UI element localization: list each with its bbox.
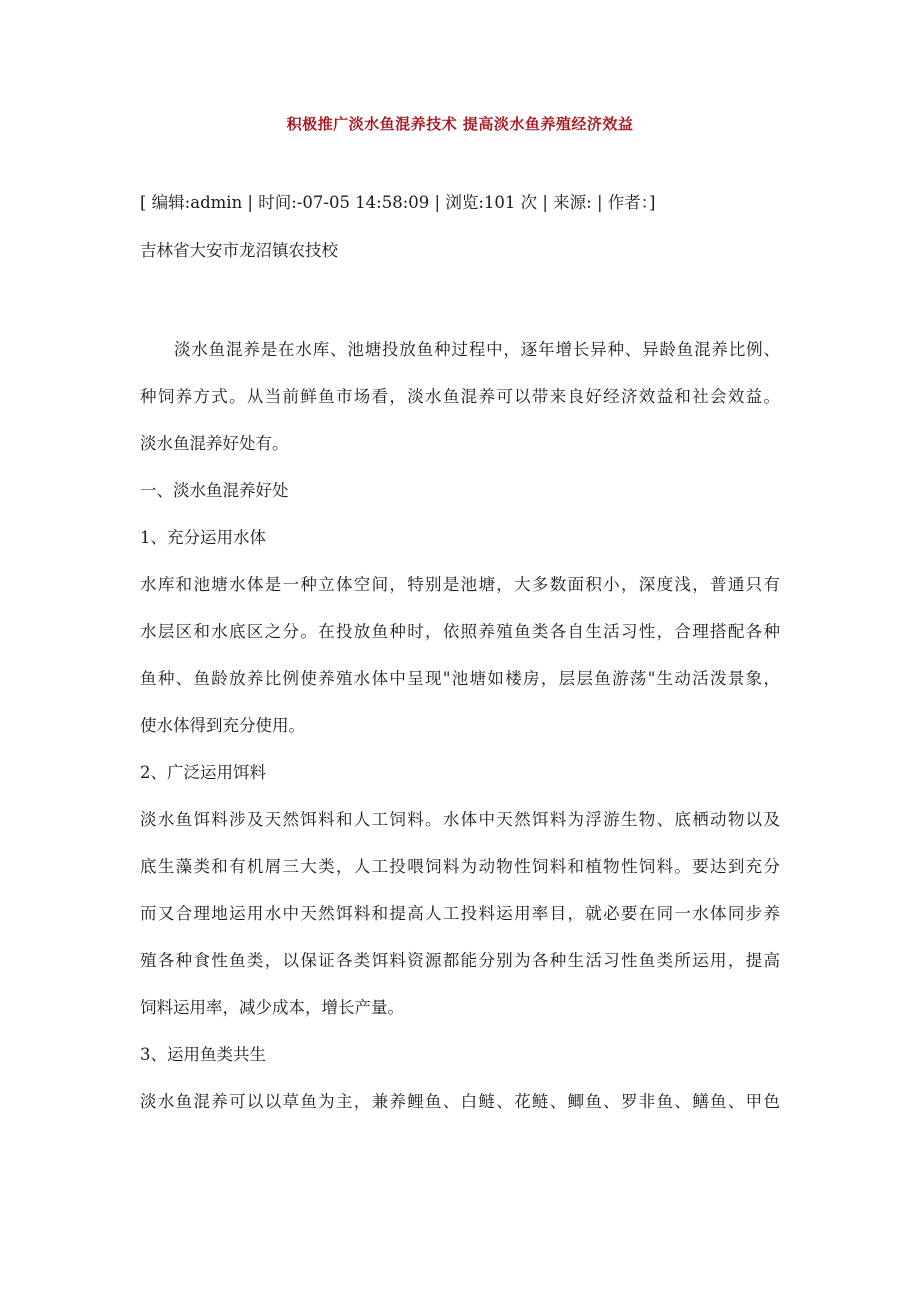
body-line: 而又合理地运用水中天然饵料和提高人工投料运用率目，就必要在同一水体同步养 [140,904,780,923]
body-line: 2、广泛运用饵料 [140,763,266,782]
body-line: 水库和池塘水体是一种立体空间，特别是池塘，大多数面积小，深度浅，普通只有 [140,575,780,594]
body-line: 3、运用鱼类共生 [140,1045,266,1064]
article-source: 吉林省大安市龙沼镇农技校 [140,241,338,260]
body-line: 淡水鱼混养可以以草鱼为主，兼养鲤鱼、白鲢、花鲢、鲫鱼、罗非鱼、鳝鱼、甲色 [140,1092,780,1111]
body-line: 饲料运用率，减少成本，增长产量。 [140,998,404,1017]
body-line: 一、淡水鱼混养好处 [140,481,289,500]
body-line: 殖各种食性鱼类，以保证各类饵料资源都能分别为各种生活习性鱼类所运用，提高 [140,951,780,970]
body-line: 底生藻类和有机屑三大类，人工投喂饲料为动物性饲料和植物性饲料。要达到充分 [140,857,780,876]
article-title: 积极推广淡水鱼混养技术 提高淡水鱼养殖经济效益 [286,115,634,133]
body-line: 水层区和水底区之分。在投放鱼种时，依照养殖鱼类各自生活习性，合理搭配各种 [140,622,780,641]
body-line: 淡水鱼饵料涉及天然饵料和人工饲料。水体中天然饵料为浮游生物、底栖动物以及 [140,810,780,829]
body-line: 淡水鱼混养好处有。 [140,434,289,453]
article-meta: [ 编辑:admin | 时间:-07-05 14:58:09 | 浏览:101 次 | 来源: | 作者：] [140,193,656,212]
body-line: 种饲养方式。从当前鲜鱼市场看，淡水鱼混养可以带来良好经济效益和社会效益。 [140,387,780,406]
body-line: 淡水鱼混养是在水库、池塘投放鱼种过程中，逐年增长异种、异龄鱼混养比例、 [174,340,780,359]
body-line: 1、充分运用水体 [140,528,266,547]
body-line: 使水体得到充分使用。 [140,716,305,735]
article-body [140,326,780,1125]
body-line: 鱼种、鱼龄放养比例使养殖水体中呈现"池塘如楼房，层层鱼游荡"生动活泼景象， [140,669,780,688]
